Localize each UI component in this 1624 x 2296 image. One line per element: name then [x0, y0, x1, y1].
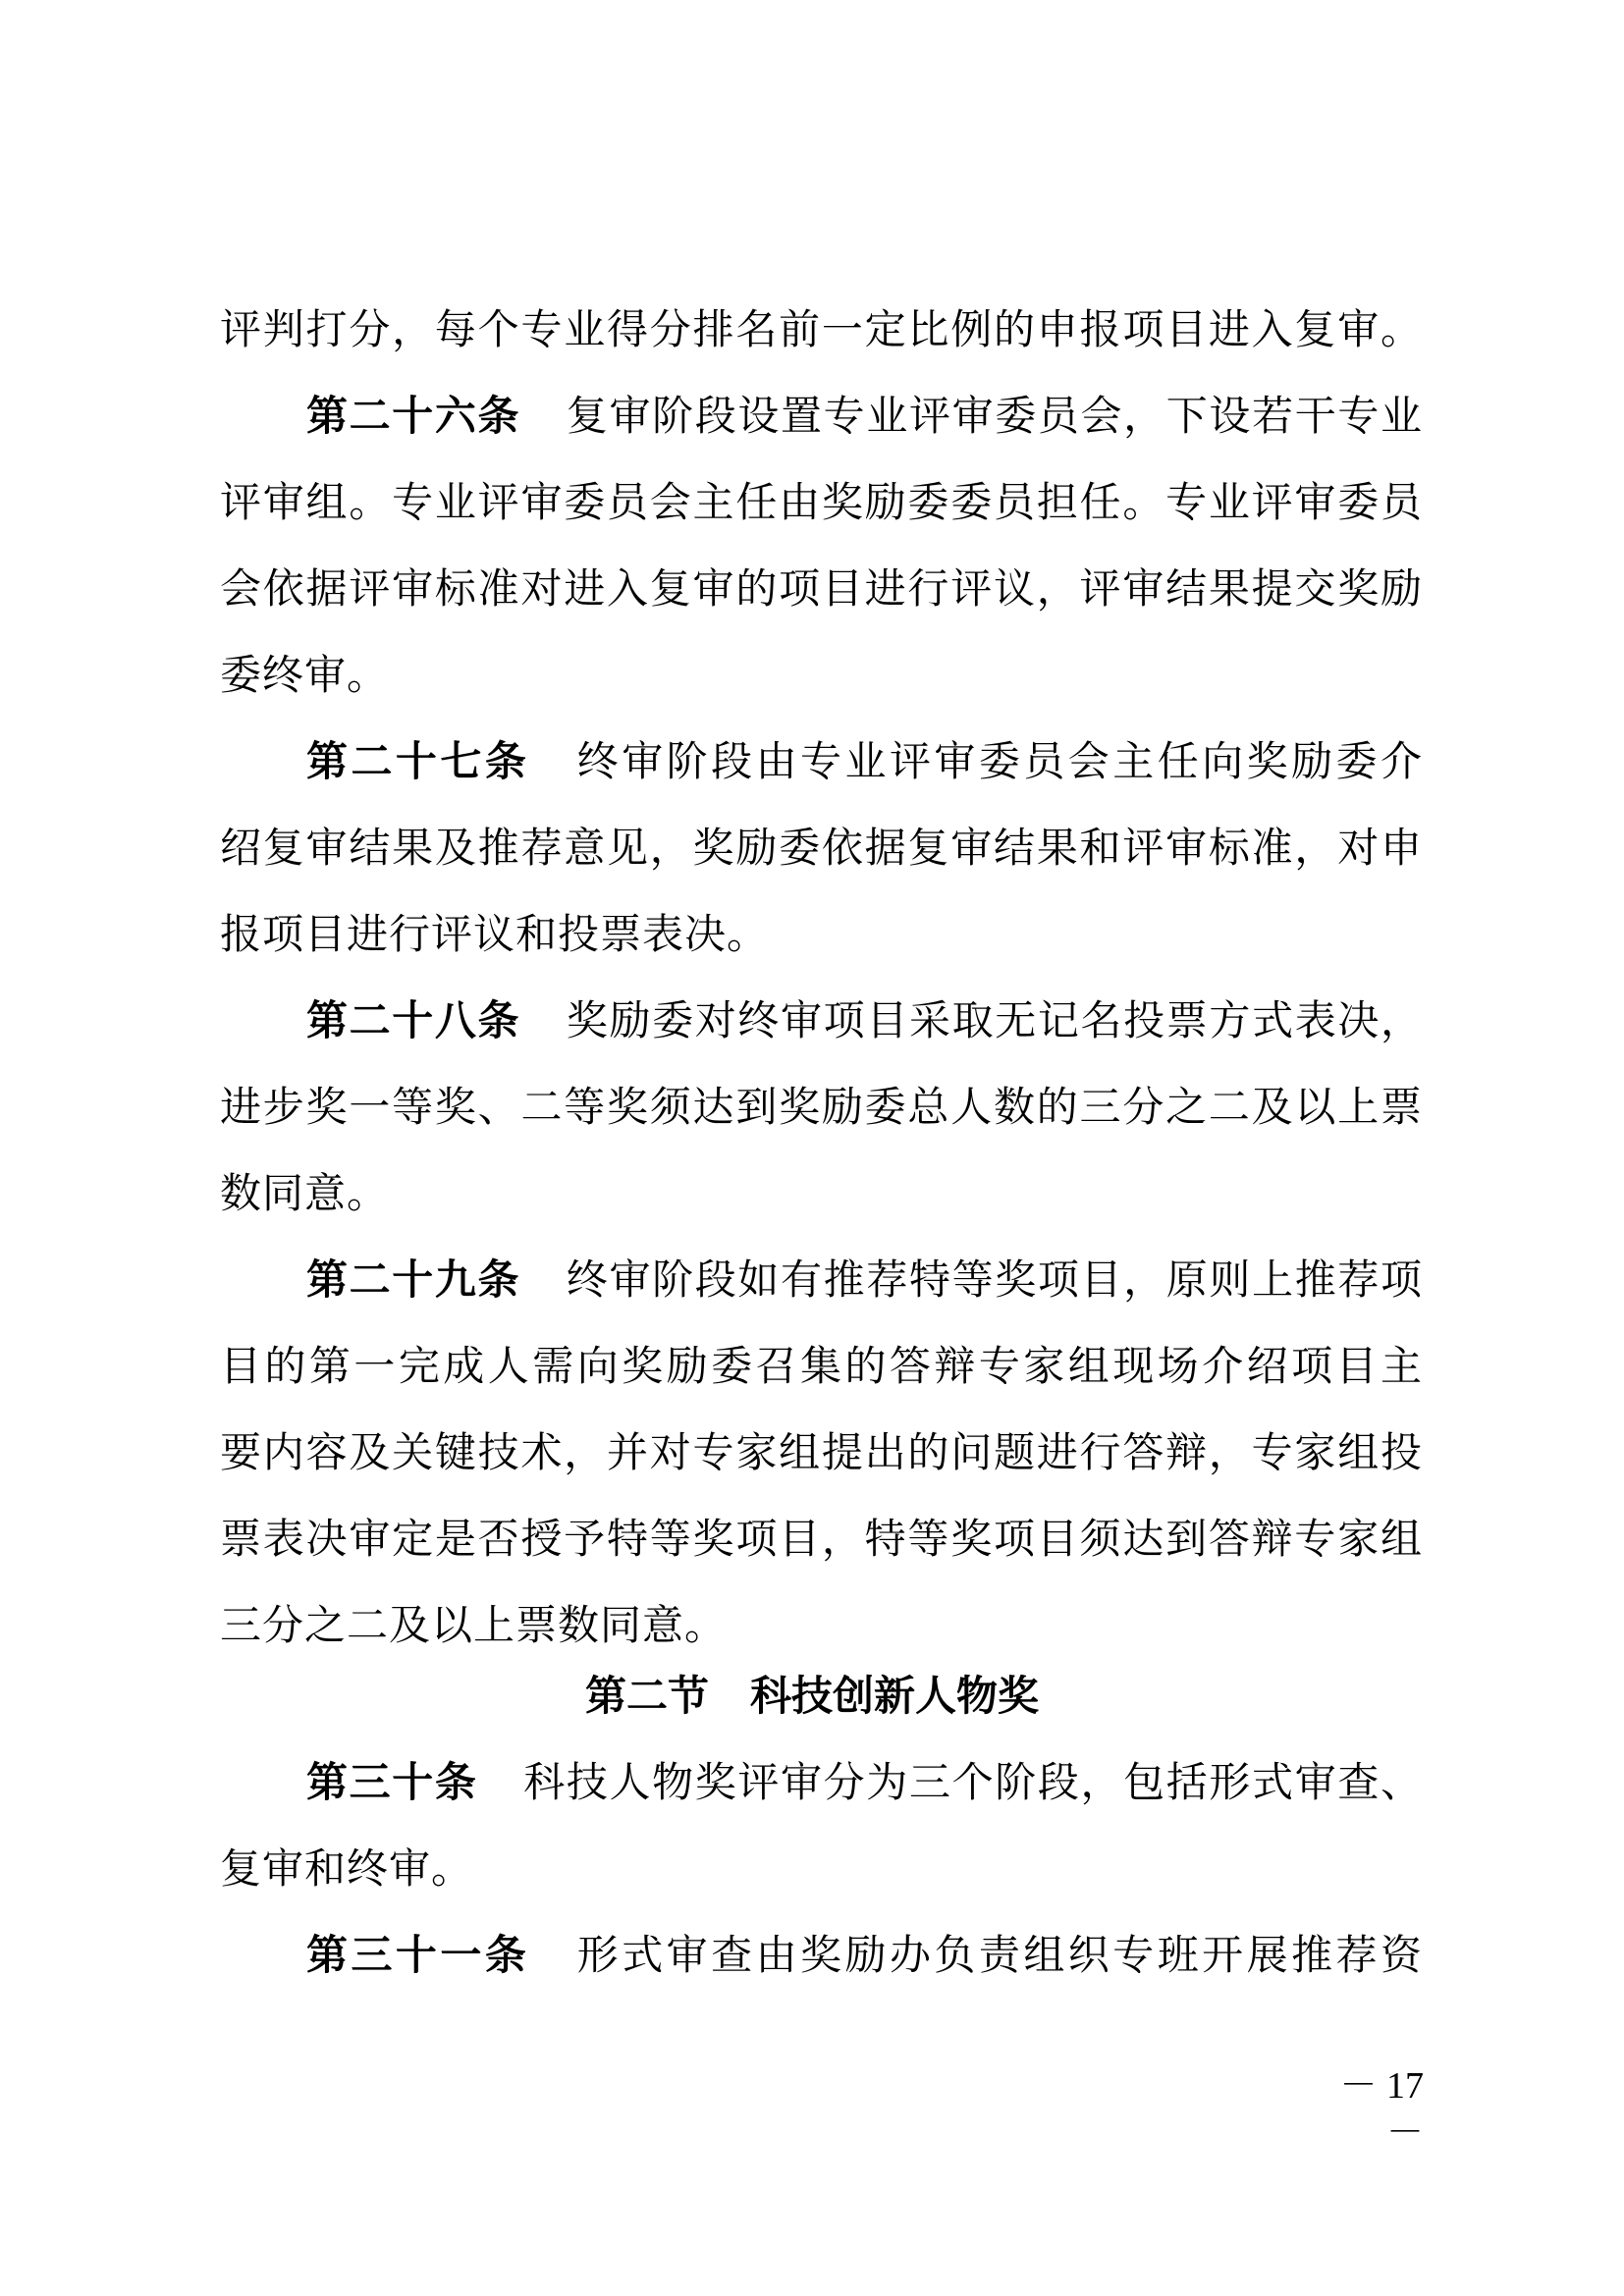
article-31-first-line — [306, 1928, 1423, 1983]
text-line: 会依据评审标准对进入复审的项目进行评议，评审结果提交奖励 — [220, 564, 1423, 613]
text-span: 复审阶段设置专业评审委员会，下设若干专业 — [566, 392, 1423, 440]
text-line: 要内容及关键技术，并对专家组提出的问题进行答辩，专家组投 — [220, 1428, 1423, 1476]
section-title: 科技创新人物奖 — [750, 1672, 1040, 1720]
text-line: 委终审。 — [220, 651, 390, 699]
text-span: 终审阶段如有推荐特等奖项目，原则上推荐项 — [566, 1255, 1423, 1304]
section-heading — [0, 1669, 1624, 1724]
text-line: 票表决审定是否授予特等奖项目，特等奖项目须达到答辩专家组 — [220, 1515, 1423, 1563]
article-28-title: 第二十八条 — [306, 996, 521, 1044]
article-27-first-line — [306, 734, 1423, 789]
page-number: － 17 － — [1339, 2065, 1424, 2154]
text-line: 目的第一完成人需向奖励委召集的答辩专家组现场介绍项目主 — [220, 1342, 1423, 1390]
article-26-title: 第二十六条 — [306, 392, 521, 440]
text-span: 终审阶段由专业评审委员会主任向奖励委介 — [574, 737, 1423, 785]
article-28-first-line — [306, 993, 1423, 1048]
article-29-title: 第二十九条 — [306, 1255, 521, 1304]
text-line: 评判打分，每个专业得分排名前一定比例的申报项目进入复审。 — [220, 305, 1423, 353]
article-31-title: 第三十一条 — [306, 1931, 530, 1979]
text-line: 评审组。专业评审委员会主任由奖励委委员担任。专业评审委员 — [220, 478, 1423, 526]
article-30-title: 第三十条 — [306, 1758, 478, 1806]
article-29-first-line — [306, 1253, 1423, 1308]
article-27-title: 第二十七条 — [306, 737, 530, 785]
text-line: 进步奖一等奖、二等奖须达到奖励委总人数的三分之二及以上票 — [220, 1083, 1423, 1131]
article-30-first-line — [306, 1755, 1423, 1810]
text-line: 数同意。 — [220, 1169, 390, 1217]
article-26-first-line — [306, 389, 1423, 444]
text-span: 科技人物奖评审分为三个阶段，包括形式审查、 — [522, 1758, 1423, 1806]
text-line: 三分之二及以上票数同意。 — [220, 1601, 728, 1649]
text-span: 形式审查由奖励办负责组织专班开展推荐资 — [574, 1931, 1423, 1979]
text-line: 报项目进行评议和投票表决。 — [220, 910, 770, 958]
text-line: 复审和终审。 — [220, 1844, 474, 1893]
text-line: 绍复审结果及推荐意见，奖励委依据复审结果和评审标准，对申 — [220, 824, 1423, 872]
text-span: 奖励委对终审项目采取无记名投票方式表决， — [566, 996, 1423, 1044]
section-number: 第二节 — [584, 1672, 709, 1720]
